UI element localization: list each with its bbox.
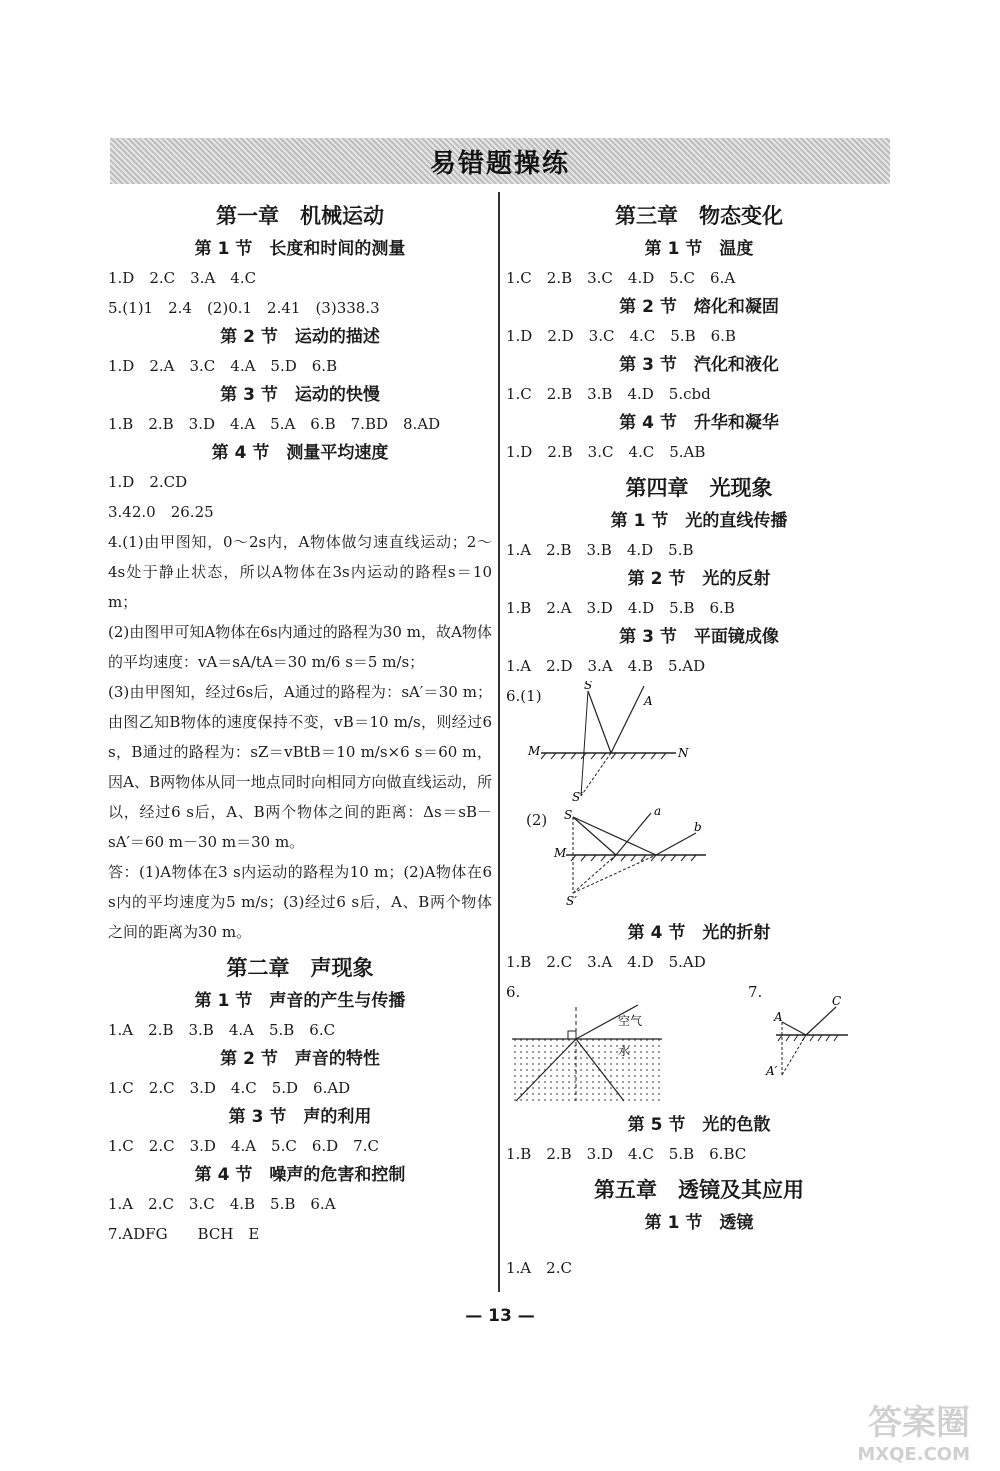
answer-line: 3.42.0 26.25 [108, 503, 214, 521]
chapter-heading: 第二章 声现象 [226, 956, 374, 980]
answer-line: 1.C 2.C 3.D 4.A 5.C 6.D 7.C [108, 1137, 379, 1155]
refraction-diagrams [506, 977, 892, 1107]
label-m: M [528, 744, 541, 758]
chapter-heading: 第四章 光现象 [625, 476, 773, 500]
answer-line: 1.C 2.B 3.C 4.D 5.C 6.A [506, 269, 736, 287]
label-s: S [584, 681, 593, 692]
section-heading: 第 1 节 温度 [644, 239, 754, 259]
answer-line: 5.(1)1 2.4 (2)0.1 2.41 (3)338.3 [108, 299, 380, 317]
right-column [506, 195, 892, 1283]
figure-refraction [506, 977, 892, 1111]
chapter-heading: 第五章 透镜及其应用 [594, 1178, 804, 1202]
label-a: A [774, 1010, 783, 1024]
answer-line: 1.A 2.C [506, 1259, 572, 1277]
label-s: S [564, 808, 573, 822]
label-a: A [644, 694, 653, 708]
section-heading: 第 4 节 测量平均速度 [211, 443, 389, 463]
answer-line: 1.D 2.B 3.C 4.C 5.AB [506, 443, 706, 461]
page-title: 易错题操练 [429, 148, 570, 179]
mirror-diagram-1 [506, 681, 892, 801]
label-water: 水 [618, 1044, 631, 1058]
question-label: 6. [506, 983, 521, 1001]
answer-line: 1.A 2.B 3.B 4.D 5.B [506, 541, 694, 559]
watermark-text: 答案圈 [868, 1403, 970, 1443]
label-m: M [554, 846, 567, 860]
answer-line: 1.C 2.B 3.B 4.D 5.cbd [506, 385, 711, 403]
section-heading: 第 1 节 光的直线传播 [610, 511, 788, 531]
watermark-url: MXQE.COM [857, 1444, 970, 1465]
label-air: 空气 [618, 1014, 643, 1028]
question-label: 7. [748, 983, 763, 1001]
solution-paragraph: (3)由甲图知，经过6s后，A通过的路程为：sA′＝30 m；由图乙知B物体的速度保持不变，vB＝10 m/s，则经过6 s，B通过的路程为：sZ＝vBtB＝10 m/s×6 s＝60 m，因A、B两物体从同一地点同时向相同方向做直线运动，所以，经过6 s后，A、B两个物体之间的距离：Δs＝sB－sA′＝60 m－30 m＝30 m。 [108, 683, 492, 851]
chapter-heading: 第三章 物态变化 [615, 204, 783, 228]
solution-paragraph: 答：(1)A物体在3 s内运动的路程为10 m；(2)A物体在6 s内的平均速度为5 m/s；(3)经过6 s后，A、B两个物体之间的距离为30 m。 [108, 863, 492, 941]
answer-line: 1.D 2.C 3.A 4.C [108, 269, 257, 287]
figure-mirror-1 [506, 681, 892, 805]
chapter-heading: 第一章 机械运动 [216, 204, 384, 228]
answer-line: 1.B 2.B 3.D 4.A 5.A 6.B 7.BD 8.AD [108, 415, 441, 433]
left-column [108, 195, 492, 1249]
title-banner [110, 138, 890, 184]
section-heading: 第 5 节 光的色散 [627, 1115, 771, 1135]
label-s-prime: S′ [572, 790, 583, 801]
answer-line: 1.B 2.B 3.D 4.C 5.B 6.BC [506, 1145, 747, 1163]
solution-paragraph: (2)由图甲可知A物体在6s内通过的路程为30 m，故A物体的平均速度：vA＝sA/tA＝30 m/6 s＝5 m/s； [108, 623, 492, 671]
answer-line: 1.D 2.D 3.C 4.C 5.B 6.B [506, 327, 736, 345]
answer-line: 1.A 2.B 3.B 4.A 5.B 6.C [108, 1021, 336, 1039]
label-b: b [694, 820, 702, 834]
label-s-prime: S′ [566, 894, 577, 908]
label-n: N [678, 746, 689, 760]
section-heading: 第 3 节 声的利用 [228, 1107, 372, 1127]
solution-paragraph: 4.(1)由甲图知，0～2s内，A物体做匀速直线运动；2～4s处于静止状态，所以A物体在3s内运动的路程s＝10 m； [108, 533, 492, 611]
answer-line: 1.C 2.C 3.D 4.C 5.D 6.AD [108, 1079, 351, 1097]
section-heading: 第 3 节 平面镜成像 [619, 627, 779, 647]
section-heading: 第 1 节 长度和时间的测量 [194, 239, 406, 259]
label-c: C [832, 994, 842, 1008]
answer-line: 1.D 2.A 3.C 4.A 5.D 6.B [108, 357, 338, 375]
answer-line: 7.ADFG BCH E [108, 1225, 260, 1243]
mirror-diagram-2 [506, 805, 892, 915]
section-heading: 第 1 节 声音的产生与传播 [194, 991, 406, 1011]
section-heading: 第 2 节 光的反射 [627, 569, 771, 589]
answer-line: 1.D 2.CD [108, 473, 188, 491]
answer-line: 1.A 2.D 3.A 4.B 5.AD [506, 657, 706, 675]
question-label: 6.(1) [506, 687, 542, 705]
section-heading: 第 4 节 升华和凝华 [619, 413, 779, 433]
label-a: a [654, 805, 662, 818]
section-heading: 第 3 节 汽化和液化 [619, 355, 779, 375]
answer-line: 1.B 2.A 3.D 4.D 5.B 6.B [506, 599, 735, 617]
figure-mirror-2 [506, 805, 892, 919]
answer-line: 1.A 2.C 3.C 4.B 5.B 6.A [108, 1195, 336, 1213]
answer-line: 1.B 2.C 3.A 4.D 5.AD [506, 953, 706, 971]
label-a-prime: A′ [766, 1064, 778, 1078]
section-heading: 第 2 节 运动的描述 [220, 327, 380, 347]
section-heading: 第 1 节 透镜 [644, 1213, 754, 1233]
watermark-logo [857, 1395, 970, 1465]
section-heading: 第 4 节 光的折射 [627, 923, 771, 943]
section-heading: 第 4 节 噪声的危害和控制 [194, 1165, 406, 1185]
page-number: — 13 — [465, 1306, 535, 1326]
section-heading: 第 2 节 声音的特性 [220, 1049, 380, 1069]
question-label: (2) [526, 811, 548, 829]
column-divider [498, 192, 500, 1292]
section-heading: 第 3 节 运动的快慢 [220, 385, 380, 405]
section-heading: 第 2 节 熔化和凝固 [619, 297, 779, 317]
